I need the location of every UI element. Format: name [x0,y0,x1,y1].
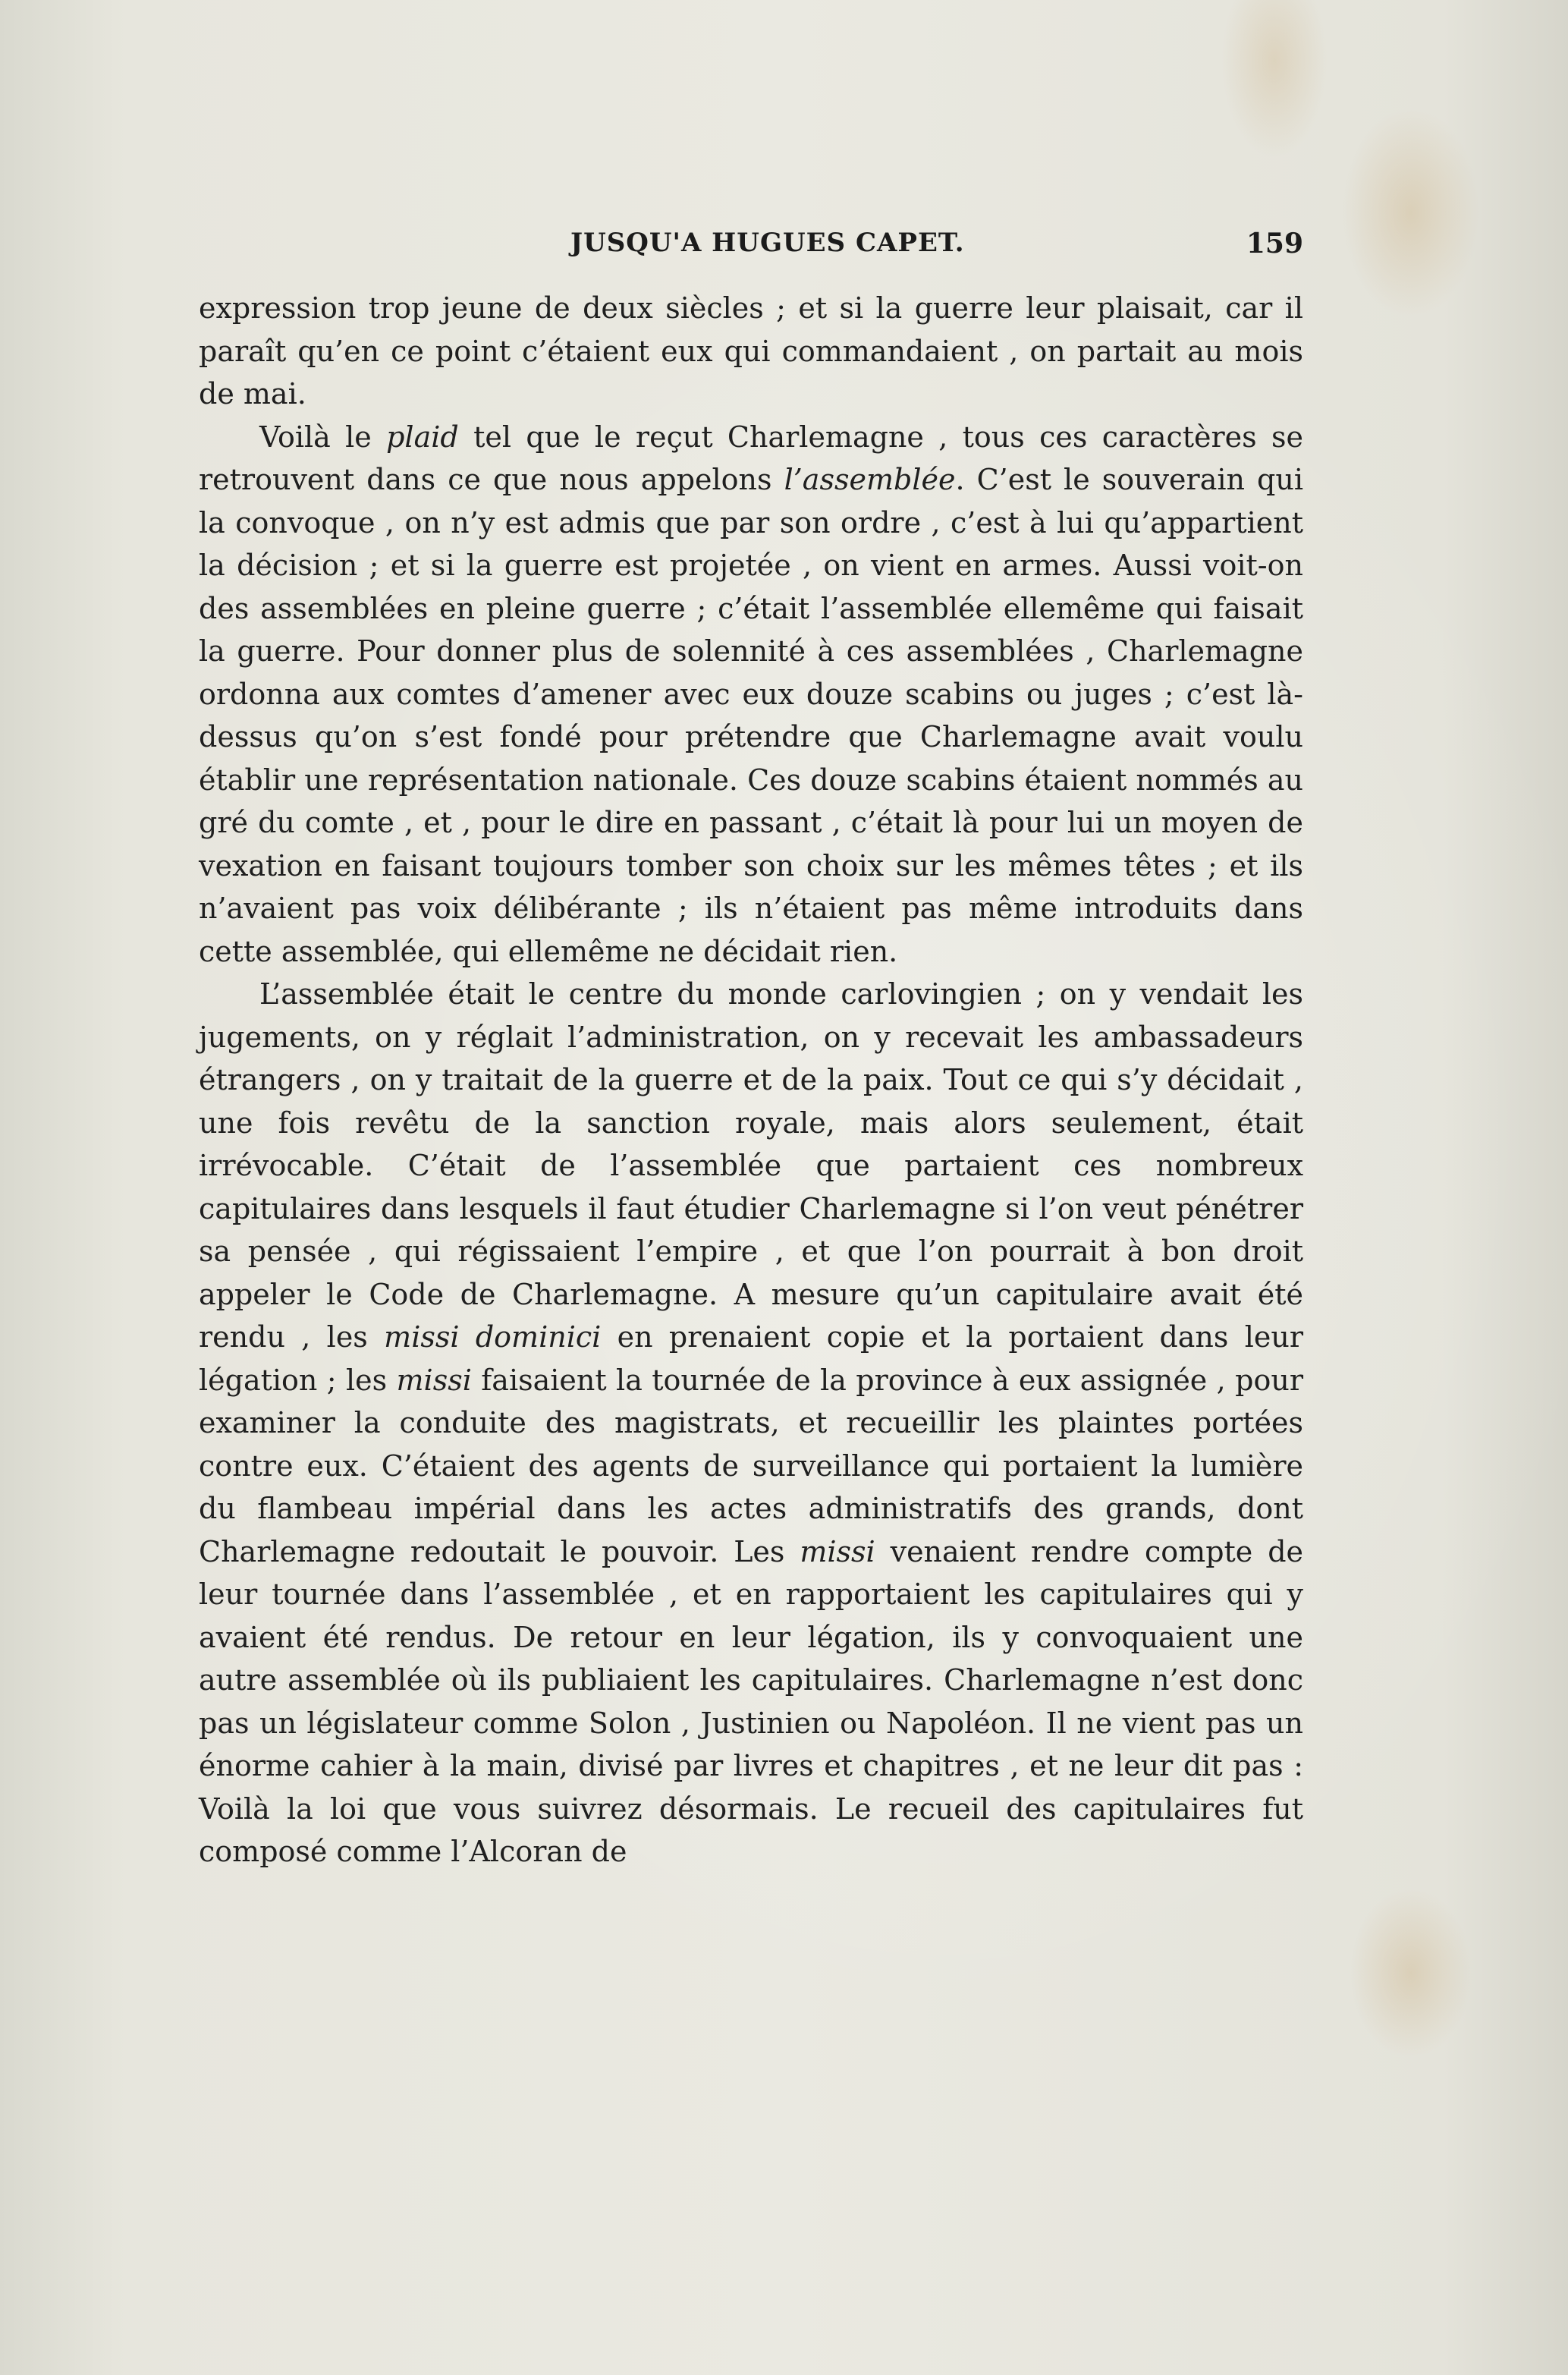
page-header [199,228,1303,273]
paragraph-3-italic-2: missi [396,1363,472,1397]
paragraph-1 [199,287,1303,416]
paragraph-1-text: expression trop jeune de deux siècles ; et si la guerre leur plaisait, car il paraît qu’en ce point c’étaient eux qui commandaient , on partait au mois de mai. [199,291,1303,411]
paragraph-2-part1: Voilà le [259,420,387,454]
paragraph-2-italic-1: plaid [386,420,459,454]
paragraph-2 [199,416,1303,974]
paragraph-2-italic-2: l’assemblée [784,463,956,496]
running-head: JUSQU'A HUGUES CAPET. [570,228,965,258]
paragraph-3-italic-3: missi [800,1534,875,1568]
paragraph-3 [199,973,1303,1873]
paragraph-3-part4: venaient rendre compte de leur tournée dans l’assemblée , et en rapportaient les capitulaires qui y avaient été rendus. De retour en leur légation, ils y convoquaient une autre assemblée où ils publiaient les capitulaires. Charlemagne n’est donc pas un législateur comme Solon , Justinien ou Napoléon. Il ne vient pas un énorme cahier à la main, divisé par livres et chapitres , et ne leur dit pas : Voilà la loi que vous suivrez désormais. Le recueil des capitulaires fut composé comme l’Alcoran de [199,1534,1304,1868]
paragraph-2-part2: tel que le reçut Charlemagne , tous ces caractères se retrouvent dans ce que nous appelons [199,420,1304,496]
body-text [199,287,1303,1873]
page-number: 159 [1246,228,1303,260]
paragraph-3-part1: L’assemblée était le centre du monde carlovingien ; on y vendait les jugements, on y réglait l’administration, on y recevait les ambassadeurs étrangers , on y traitait de la guerre et de la paix. Tout ce qui s’y décidait , une fois revêtu de la sanction royale, mais alors seulement, était irrévocable. C’était de l’assemblée que partaient ces nombreux capitulaires dans lesquels il faut étudier Charlemagne si l’on veut pénétrer sa pensée , qui régissaient l’empire , et que l’on pourrait à bon droit appeler le Code de Charlemagne. A mesure qu’un capitulaire avait été rendu , les [199,977,1303,1354]
paragraph-2-part3: . C’est le souverain qui la convoque , on n’y est admis que par son ordre , c’est à lui qu’appartient la décision ; et si la guerre est projetée , on vient en armes. Aussi voit-on des assemblées en pleine guerre ; c’était l’assemblée ellemême qui faisait la guerre. Pour donner plus de solennité à ces assemblées , Charlemagne ordonna aux comtes d’amener avec eux douze scabins ou juges ; c’est là-dessus qu’on s’est fondé pour prétendre que Charlemagne avait voulu établir une représentation nationale. Ces douze scabins étaient nommés au gré du comte , et , pour le dire en passant , c’était là pour lui un moyen de vexation en faisant toujours tomber son choix sur les mêmes têtes ; et ils n’avaient pas voix délibérante ; ils n’étaient pas même introduits dans cette assemblée, qui ellemême ne décidait rien. [199,463,1303,968]
paragraph-3-italic-1: missi dominici [384,1320,602,1354]
paragraph-3-part3: faisaient la tournée de la province à eux assignée , pour examiner la conduite des magistrats, et recueillir les plaintes portées contre eux. C’étaient des agents de surveillance qui portaient la lumière du flambeau impérial dans les actes administratifs des grands, dont Charlemagne redoutait le pouvoir. Les [199,1363,1303,1568]
paragraph-3-part2: en prenaient copie et la portaient dans leur légation ; les [199,1320,1304,1397]
